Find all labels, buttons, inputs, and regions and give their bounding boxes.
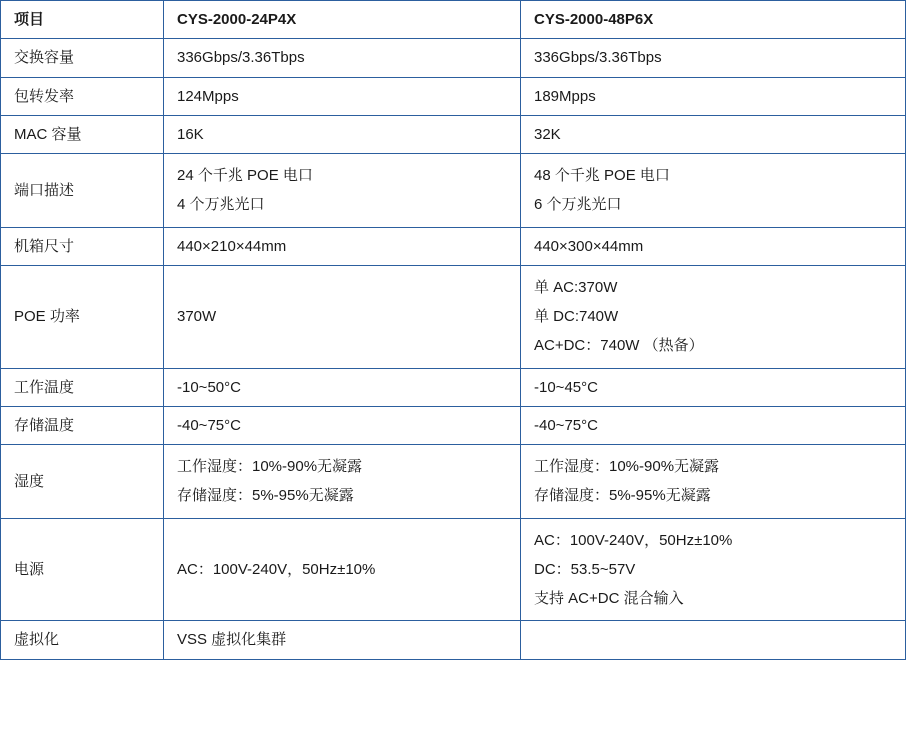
cell-lines — [534, 85, 894, 108]
cell-line: 存储湿度：5%-95%无凝露 — [177, 487, 354, 505]
cell-model-48p6x — [521, 406, 906, 444]
cell-line: 工作湿度：10%-90%无凝露 — [534, 458, 720, 475]
cell-lines — [534, 276, 894, 358]
cell-model-48p6x — [521, 518, 906, 621]
table-row — [1, 39, 906, 77]
table-row — [1, 227, 906, 265]
table-body — [1, 1, 906, 660]
cell-line: 6 个万兆光口 — [534, 196, 622, 214]
column-header-item: 项目 — [1, 1, 164, 39]
cell-model-48p6x — [521, 621, 906, 659]
cell-lines — [534, 235, 894, 258]
cell-lines — [534, 164, 894, 217]
row-label: 虚拟化 — [1, 621, 164, 659]
table-row — [1, 518, 906, 621]
cell-model-24p4x — [164, 265, 521, 368]
cell-line: AC：100V-240V，50Hz±10% — [534, 531, 733, 549]
cell-line: 24 个千兆 POE 电口 — [177, 167, 313, 184]
row-label: MAC 容量 — [1, 115, 164, 153]
cell-model-48p6x — [521, 265, 906, 368]
cell-line: -40~75°C — [534, 416, 598, 434]
cell-lines — [534, 376, 894, 399]
cell-lines — [177, 628, 509, 651]
cell-line: 370W — [177, 308, 217, 325]
cell-model-24p4x — [164, 227, 521, 265]
cell-line: VSS 虚拟化集群 — [177, 631, 287, 649]
cell-lines — [534, 123, 894, 146]
row-label: POE 功率 — [1, 265, 164, 368]
cell-line: 存储湿度：5%-95%无凝露 — [534, 487, 711, 505]
cell-line: 189Mpps — [534, 87, 596, 105]
cell-line: 32K — [534, 125, 561, 143]
cell-line: 336Gbps/3.36Tbps — [534, 49, 662, 67]
cell-model-48p6x — [521, 445, 906, 519]
cell-line: -40~75°C — [177, 416, 241, 434]
cell-line: 工作湿度：10%-90%无凝露 — [177, 458, 363, 475]
cell-line: AC+DC：740W （热备） — [534, 337, 704, 355]
cell-line: AC：100V-240V，50Hz±10% — [177, 560, 376, 578]
cell-line: 336Gbps/3.36Tbps — [177, 49, 305, 67]
cell-model-48p6x — [521, 227, 906, 265]
table-row — [1, 77, 906, 115]
table-row — [1, 115, 906, 153]
table-row — [1, 406, 906, 444]
cell-line: -10~50°C — [177, 378, 241, 396]
table-row — [1, 621, 906, 659]
table-row — [1, 154, 906, 228]
column-header-model-24p4x: CYS-2000-24P4X — [164, 1, 521, 39]
cell-lines — [534, 455, 894, 508]
cell-model-48p6x — [521, 154, 906, 228]
cell-model-48p6x — [521, 39, 906, 77]
row-label: 湿度 — [1, 445, 164, 519]
cell-line: -10~45°C — [534, 378, 598, 396]
cell-line: DC：53.5~57V — [534, 560, 636, 578]
cell-lines — [177, 455, 509, 508]
row-label: 工作温度 — [1, 368, 164, 406]
cell-line: 4 个万兆光口 — [177, 196, 265, 214]
cell-lines — [534, 414, 894, 437]
column-header-model-48p6x: CYS-2000-48P6X — [521, 1, 906, 39]
cell-model-48p6x — [521, 115, 906, 153]
cell-lines — [534, 46, 894, 69]
table-row — [1, 368, 906, 406]
cell-lines — [177, 235, 509, 258]
row-label: 存储温度 — [1, 406, 164, 444]
cell-model-48p6x — [521, 368, 906, 406]
cell-lines — [177, 414, 509, 437]
cell-line: 440×300×44mm — [534, 237, 644, 255]
cell-model-24p4x — [164, 406, 521, 444]
cell-line: 440×210×44mm — [177, 237, 287, 255]
cell-model-48p6x — [521, 77, 906, 115]
cell-lines — [177, 305, 509, 328]
cell-line: 124Mpps — [177, 87, 239, 105]
cell-line: 48 个千兆 POE 电口 — [534, 167, 670, 184]
cell-lines — [177, 558, 509, 581]
cell-line: 支持 AC+DC 混合输入 — [534, 590, 684, 607]
row-label: 交换容量 — [1, 39, 164, 77]
cell-model-24p4x — [164, 518, 521, 621]
cell-model-24p4x — [164, 445, 521, 519]
cell-model-24p4x — [164, 115, 521, 153]
cell-lines — [177, 376, 509, 399]
cell-model-24p4x — [164, 368, 521, 406]
cell-lines — [177, 123, 509, 146]
row-label: 机箱尺寸 — [1, 227, 164, 265]
cell-line: 单 AC:370W — [534, 278, 618, 296]
row-label: 包转发率 — [1, 77, 164, 115]
cell-model-24p4x — [164, 621, 521, 659]
cell-model-24p4x — [164, 154, 521, 228]
table-row — [1, 265, 906, 368]
cell-line: 16K — [177, 125, 204, 143]
table-row — [1, 445, 906, 519]
cell-lines — [177, 46, 509, 69]
cell-lines — [177, 85, 509, 108]
row-label: 端口描述 — [1, 154, 164, 228]
table-header-row — [1, 1, 906, 39]
cell-lines — [534, 529, 894, 611]
row-label: 电源 — [1, 518, 164, 621]
cell-line: 单 DC:740W — [534, 308, 619, 325]
cell-model-24p4x — [164, 39, 521, 77]
cell-model-24p4x — [164, 77, 521, 115]
cell-lines — [177, 164, 509, 217]
